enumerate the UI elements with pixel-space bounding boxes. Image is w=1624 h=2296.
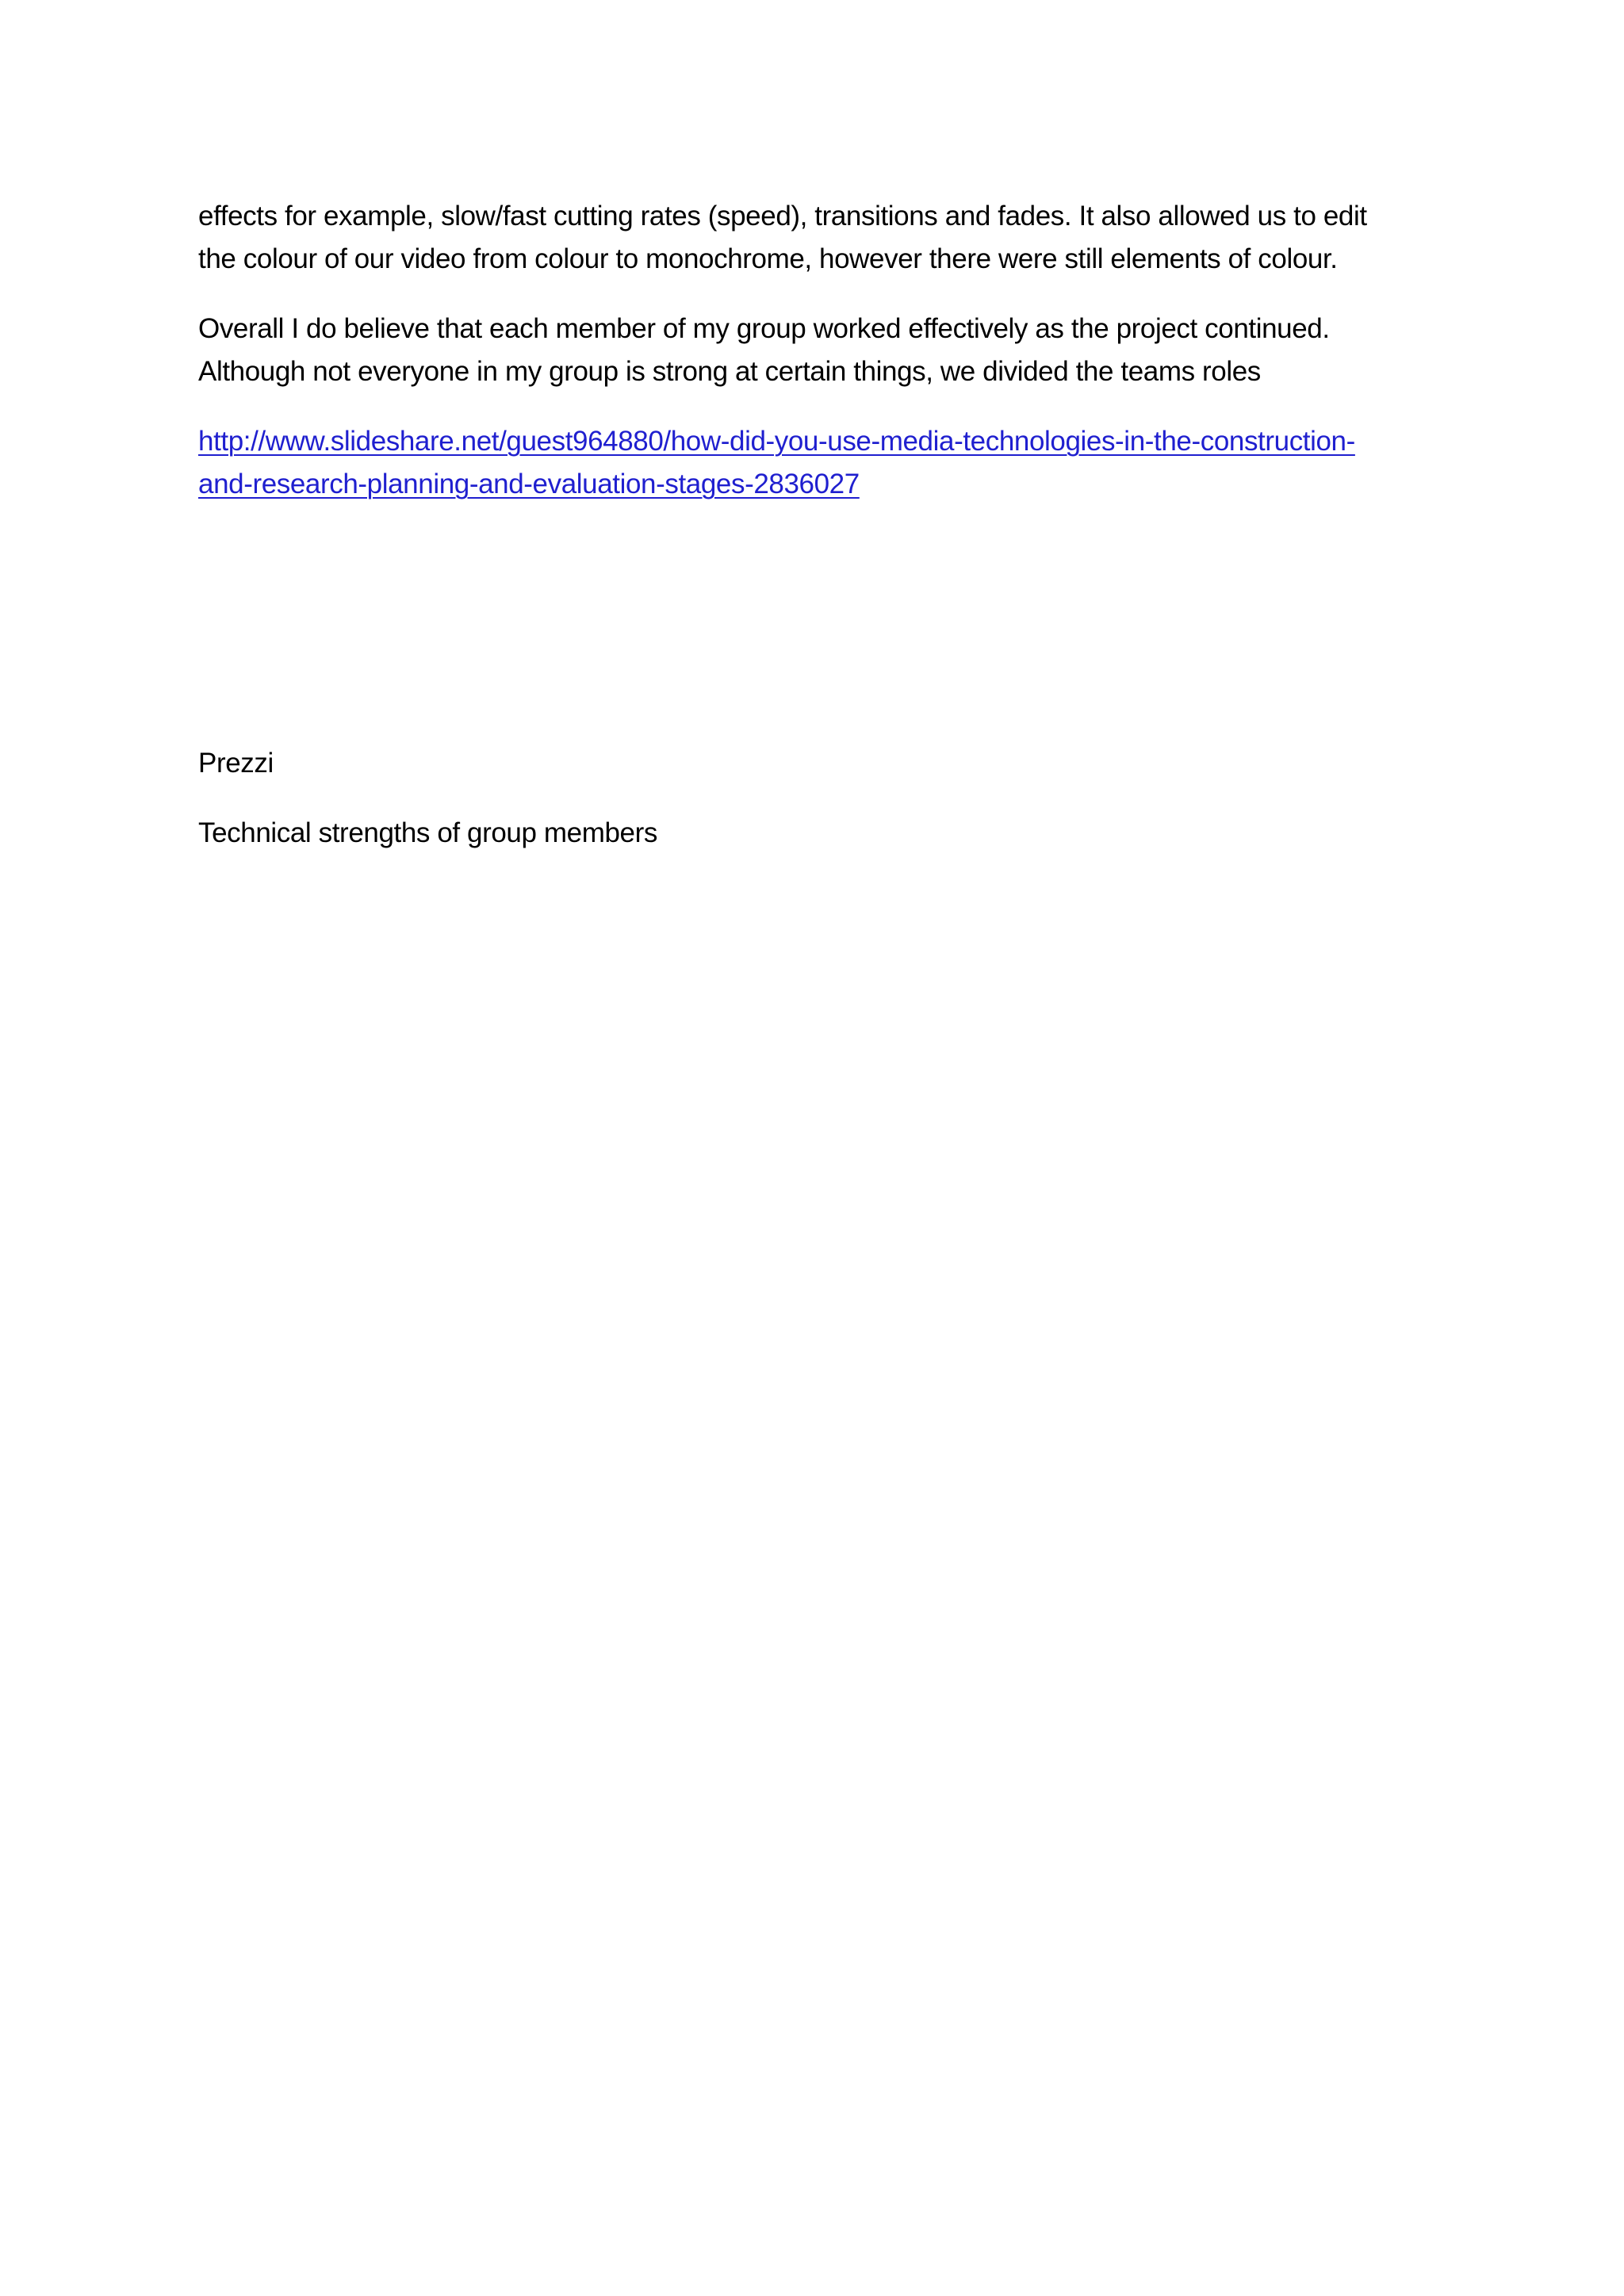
paragraph-line: effects for example, slow/fast cutting rates (speed), transitions and fades. It also allowed us to edit — [198, 201, 1367, 232]
heading-technical-strengths: Technical strengths of group members — [198, 817, 657, 848]
paragraph-line: the colour of our video from colour to monochrome, however there were still elements of colour. — [198, 243, 1338, 274]
paragraph-line: Overall I do believe that each member of my group worked effectively as the project continued. — [198, 313, 1330, 344]
link-line[interactable]: and-research-planning-and-evaluation-stages-2836027 — [198, 469, 860, 499]
paragraph-effects — [198, 195, 1435, 281]
paragraph-line: Although not everyone in my group is strong at certain things, we divided the teams roles — [198, 356, 1261, 387]
slideshare-link[interactable] — [198, 420, 1435, 506]
link-line[interactable]: http://www.slideshare.net/guest964880/how-did-you-use-media-technologies-in-the-construction- — [198, 426, 1355, 457]
paragraph-overall — [198, 308, 1435, 393]
heading-prezzi: Prezzi — [198, 748, 274, 779]
